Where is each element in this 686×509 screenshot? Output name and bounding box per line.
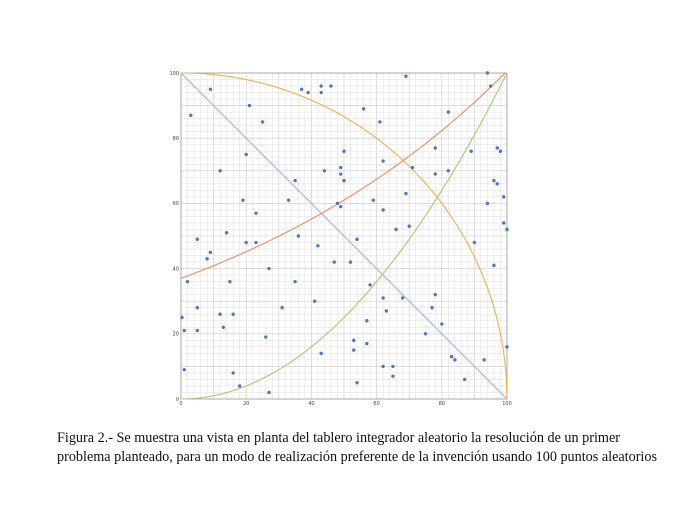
y-tick-label: 20 (172, 331, 179, 338)
data-point (228, 280, 231, 283)
data-point (319, 352, 322, 355)
data-point (196, 306, 199, 309)
data-point (297, 234, 300, 237)
data-point (391, 365, 394, 368)
data-point (352, 348, 355, 351)
data-point (355, 238, 358, 241)
data-point (218, 313, 221, 316)
data-point (205, 257, 208, 260)
y-tick-label: 40 (172, 266, 179, 273)
data-point (196, 238, 199, 241)
data-point (209, 251, 212, 254)
data-point (196, 329, 199, 332)
data-point (287, 198, 290, 201)
data-point (486, 202, 489, 205)
data-point (434, 293, 437, 296)
data-point (365, 319, 368, 322)
data-point (261, 120, 264, 123)
data-point (264, 335, 267, 338)
data-point (280, 306, 283, 309)
data-point (372, 198, 375, 201)
data-point (189, 114, 192, 117)
data-point (355, 381, 358, 384)
data-point (404, 192, 407, 195)
data-point (469, 150, 472, 153)
data-point (489, 84, 492, 87)
data-point (424, 332, 427, 335)
data-point (499, 150, 502, 153)
data-point (222, 326, 225, 329)
data-point (486, 71, 489, 74)
data-point (241, 198, 244, 201)
data-point (248, 104, 251, 107)
data-point (434, 172, 437, 175)
data-point (231, 371, 234, 374)
data-point (218, 169, 221, 172)
tick-labels (169, 71, 511, 407)
x-tick-label: 40 (308, 401, 315, 407)
x-tick-label: 60 (373, 401, 380, 407)
data-point (316, 244, 319, 247)
data-point (482, 358, 485, 361)
data-point (473, 241, 476, 244)
data-point (319, 91, 322, 94)
data-point (254, 211, 257, 214)
data-point (502, 195, 505, 198)
data-point (434, 146, 437, 149)
data-point (381, 296, 384, 299)
data-point (245, 153, 248, 156)
data-point (352, 339, 355, 342)
data-point (342, 179, 345, 182)
data-point (183, 329, 186, 332)
data-point (313, 300, 316, 303)
data-point (231, 313, 234, 316)
x-tick-label: 100 (502, 401, 512, 407)
data-point (267, 267, 270, 270)
y-tick-label: 80 (172, 136, 179, 142)
figure-caption: Figura 2.- Se muestra una vista en planta del tablero integrador aleatorio la resolución de un primer problema planteado, para un modo de realización preferente de la invención usando 100 puntos aleatorios (57, 430, 657, 465)
data-point (381, 365, 384, 368)
x-tick-label: 0 (179, 401, 183, 407)
data-point (496, 146, 499, 149)
data-point (293, 280, 296, 283)
data-point (349, 260, 352, 263)
data-point (411, 166, 414, 169)
data-point (381, 159, 384, 162)
data-point (300, 88, 303, 91)
data-point (306, 91, 309, 94)
data-point (333, 260, 336, 263)
data-point (505, 228, 508, 231)
data-point (502, 221, 505, 224)
data-point (209, 88, 212, 91)
data-point (447, 110, 450, 113)
data-point (225, 231, 228, 234)
data-point (463, 378, 466, 381)
data-point (430, 306, 433, 309)
data-point (339, 205, 342, 208)
data-point (323, 169, 326, 172)
data-point (378, 120, 381, 123)
data-point (245, 241, 248, 244)
data-point (336, 202, 339, 205)
data-point (368, 283, 371, 286)
data-point (391, 374, 394, 377)
data-point (505, 345, 508, 348)
y-tick-label: 0 (175, 396, 179, 403)
data-point (408, 225, 411, 228)
data-point (339, 172, 342, 175)
data-point (238, 384, 241, 387)
data-point (381, 208, 384, 211)
data-point (362, 107, 365, 110)
data-point (385, 309, 388, 312)
x-tick-label: 80 (438, 401, 445, 407)
data-point (496, 182, 499, 185)
data-point (180, 316, 183, 319)
data-point (440, 322, 443, 325)
data-point (450, 355, 453, 358)
data-point (453, 358, 456, 361)
data-point (183, 368, 186, 371)
x-tick-label: 20 (243, 401, 250, 407)
data-point (401, 296, 404, 299)
data-point (492, 179, 495, 182)
data-point (404, 75, 407, 78)
data-points (180, 71, 508, 394)
data-point (329, 84, 332, 87)
y-tick-label: 60 (172, 201, 179, 208)
data-point (267, 391, 270, 394)
data-point (492, 264, 495, 267)
data-point (339, 166, 342, 169)
data-point (319, 84, 322, 87)
y-tick-label: 100 (169, 70, 179, 77)
data-point (254, 241, 257, 244)
data-point (447, 169, 450, 172)
data-point (394, 228, 397, 231)
data-point (293, 179, 296, 182)
data-point (342, 150, 345, 153)
data-point (365, 342, 368, 345)
data-point (186, 280, 189, 283)
